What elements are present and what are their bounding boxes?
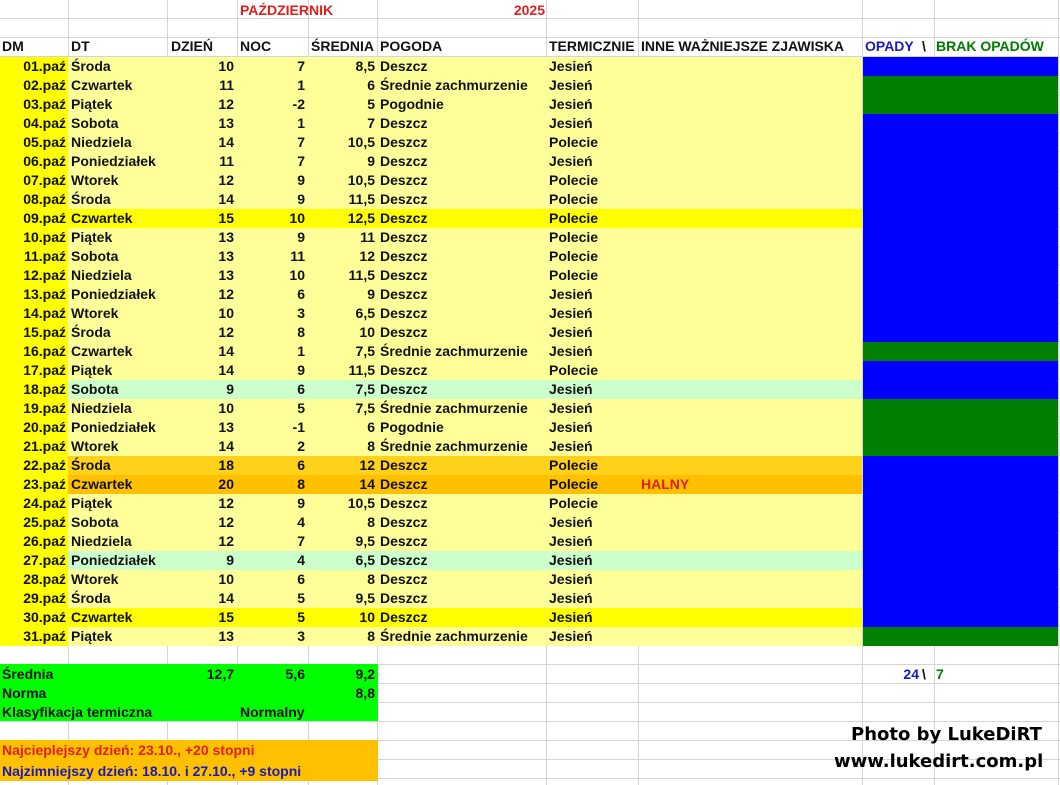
cell-dm[interactable]: 12.paź [23, 267, 66, 283]
cell-dzien[interactable]: 14 [218, 362, 234, 378]
cell-dm[interactable]: 26.paź [23, 533, 66, 549]
cell-noc[interactable]: 3 [297, 628, 305, 644]
cell-termicznie[interactable]: Polecie [549, 210, 599, 226]
cell-pogoda[interactable]: Deszcz [380, 191, 428, 207]
cell-pogoda[interactable]: Deszcz [380, 229, 428, 245]
month-title: PAŹDZIERNIK [240, 2, 334, 18]
cell-srednia[interactable]: 10 [359, 609, 375, 625]
cell-srednia[interactable]: 11 [360, 229, 375, 245]
coldest-day-note: Najzimniejszy dzień: 18.10. i 27.10., +9 stopni [2, 763, 302, 779]
cell-dm[interactable]: 30.paź [23, 609, 66, 625]
cell-dzien[interactable]: 12 [218, 172, 234, 188]
no-precipitation-marker [863, 342, 1058, 361]
cell-dt[interactable]: Czwartek [71, 609, 133, 625]
cell-termicznie[interactable]: Jesień [549, 514, 593, 530]
precipitation-marker [863, 456, 1058, 475]
cell-dzien[interactable]: 20 [218, 476, 234, 492]
col-header-opady[interactable]: OPADY [865, 38, 914, 54]
cell-termicznie[interactable]: Polecie [549, 457, 599, 473]
cell-dt[interactable]: Środa [71, 191, 111, 207]
precipitation-marker [863, 57, 1058, 76]
klasyfikacja-label: Klasyfikacja termiczna [2, 704, 153, 720]
summary-avg-dzien[interactable]: 12,7 [206, 666, 234, 682]
cell-termicznie[interactable]: Jesień [549, 590, 593, 606]
cell-dm[interactable]: 08.paź [23, 191, 66, 207]
precipitation-marker [863, 304, 1058, 323]
cell-inne[interactable]: HALNY [641, 476, 690, 492]
norma-label: Norma [2, 685, 47, 701]
cell-pogoda[interactable]: Średnie zachmurzenie [380, 400, 528, 416]
cell-srednia[interactable]: 7 [367, 115, 375, 131]
cell-noc[interactable]: 1 [297, 77, 305, 93]
cell-pogoda[interactable]: Średnie zachmurzenie [380, 628, 528, 644]
precipitation-marker [863, 570, 1058, 589]
cell-pogoda[interactable]: Deszcz [380, 324, 428, 340]
cell-termicznie[interactable]: Jesień [549, 305, 593, 321]
cell-srednia[interactable]: 7,5 [355, 343, 375, 359]
cell-dm[interactable]: 05.paź [23, 134, 66, 150]
gridline-vertical [1058, 0, 1059, 785]
cell-pogoda[interactable]: Deszcz [380, 609, 428, 625]
cell-noc[interactable]: 9 [297, 191, 305, 207]
precipitation-marker [863, 323, 1058, 342]
precipitation-marker [863, 190, 1058, 209]
cell-dzien[interactable]: 14 [218, 438, 234, 454]
cell-dt[interactable]: Niedziela [71, 400, 132, 416]
cell-noc[interactable]: 7 [297, 153, 305, 169]
cell-pogoda[interactable]: Deszcz [380, 134, 428, 150]
cell-srednia[interactable]: 11,5 [348, 267, 375, 283]
cell-dzien[interactable]: 11 [219, 153, 234, 169]
cell-dm[interactable]: 06.paź [23, 153, 66, 169]
cell-dm[interactable]: 13.paź [23, 286, 66, 302]
cell-dzien[interactable]: 10 [218, 400, 234, 416]
col-header-dt[interactable]: DT [71, 38, 90, 54]
cell-termicznie[interactable]: Polecie [549, 172, 599, 188]
cell-dzien[interactable]: 10 [218, 58, 234, 74]
cell-srednia[interactable]: 9 [367, 286, 375, 302]
cell-noc[interactable]: 6 [297, 381, 305, 397]
cell-termicznie[interactable]: Jesień [549, 552, 593, 568]
col-header-pogoda[interactable]: POGODA [380, 38, 443, 54]
cell-noc[interactable]: 8 [297, 324, 305, 340]
cell-termicznie[interactable]: Polecie [549, 362, 599, 378]
cell-noc[interactable]: 4 [297, 514, 305, 530]
cell-noc[interactable]: 6 [297, 286, 305, 302]
cell-pogoda[interactable]: Średnie zachmurzenie [380, 343, 528, 359]
cell-dm[interactable]: 02.paź [23, 77, 66, 93]
precipitation-marker [863, 475, 1058, 494]
cell-dzien[interactable]: 9 [226, 552, 234, 568]
cell-srednia[interactable]: 9 [367, 153, 375, 169]
cell-dzien[interactable]: 12 [218, 533, 234, 549]
cell-pogoda[interactable]: Deszcz [380, 115, 428, 131]
cell-dt[interactable]: Sobota [71, 115, 119, 131]
cell-dzien[interactable]: 10 [218, 305, 234, 321]
cell-dt[interactable]: Piątek [71, 362, 113, 378]
site-credit: www.lukedirt.com.pl [834, 751, 1044, 772]
cell-srednia[interactable]: 11,5 [348, 362, 375, 378]
cell-dzien[interactable]: 13 [218, 115, 234, 131]
cell-termicznie[interactable]: Jesień [549, 381, 593, 397]
cell-pogoda[interactable]: Deszcz [380, 552, 428, 568]
cell-dt[interactable]: Piątek [71, 495, 113, 511]
cell-dzien[interactable]: 13 [218, 267, 234, 283]
warmest-day-note: Najcieplejszy dzień: 23.10., +20 stopni [2, 742, 255, 758]
cell-dt[interactable]: Poniedziałek [71, 286, 156, 302]
cell-srednia[interactable]: 12 [359, 457, 375, 473]
cell-termicznie[interactable]: Jesień [549, 438, 593, 454]
precipitation-marker [863, 532, 1058, 551]
cell-dzien[interactable]: 13 [218, 248, 234, 264]
cell-dzien[interactable]: 13 [218, 419, 234, 435]
cell-dm[interactable]: 29.paź [23, 590, 66, 606]
cell-srednia[interactable]: 8 [367, 438, 375, 454]
precipitation-marker [863, 285, 1058, 304]
cell-dt[interactable]: Piątek [71, 229, 113, 245]
cell-dt[interactable]: Piątek [71, 628, 113, 644]
cell-termicznie[interactable]: Jesień [549, 533, 593, 549]
precipitation-marker [863, 266, 1058, 285]
col-header-srednia[interactable]: ŚREDNIA [311, 38, 375, 54]
cell-dm[interactable]: 24.paź [23, 495, 66, 511]
cell-srednia[interactable]: 8 [367, 514, 375, 530]
cell-noc[interactable]: 6 [297, 457, 305, 473]
no-precipitation-marker [863, 627, 1058, 646]
cell-dm[interactable]: 22.paź [23, 457, 66, 473]
cell-termicznie[interactable]: Jesień [549, 400, 593, 416]
col-header-termicznie[interactable]: TERMICZNIE [549, 38, 635, 54]
cell-termicznie[interactable]: Jesień [549, 115, 593, 131]
cell-noc[interactable]: 7 [297, 533, 305, 549]
cell-noc[interactable]: 5 [297, 609, 305, 625]
cell-dm[interactable]: 01.paź [23, 58, 66, 74]
cell-noc[interactable]: 6 [297, 571, 305, 587]
cell-dm[interactable]: 11.paź [23, 248, 66, 264]
cell-noc[interactable]: 2 [297, 438, 305, 454]
cell-termicznie[interactable]: Polecie [549, 229, 599, 245]
cell-dm[interactable]: 03.paź [23, 96, 66, 112]
norma-value[interactable]: 8,8 [355, 685, 375, 701]
col-header-separator: \ [922, 38, 926, 54]
precipitation-marker [863, 494, 1058, 513]
cell-dm[interactable]: 27.paź [23, 552, 66, 568]
cell-pogoda[interactable]: Pogodnie [380, 419, 444, 435]
cell-srednia[interactable]: 6 [367, 77, 375, 93]
precipitation-marker [863, 361, 1058, 380]
cell-termicznie[interactable]: Jesień [549, 96, 593, 112]
precipitation-marker [863, 171, 1058, 190]
cell-dzien[interactable]: 12 [218, 324, 234, 340]
cell-dzien[interactable]: 11 [219, 77, 234, 93]
cell-noc[interactable]: 11 [290, 248, 305, 264]
cell-pogoda[interactable]: Deszcz [380, 495, 428, 511]
cell-dt[interactable]: Wtorek [71, 305, 119, 321]
cell-srednia[interactable]: 14 [359, 476, 375, 492]
precipitation-marker [863, 114, 1058, 133]
cell-pogoda[interactable]: Deszcz [380, 153, 428, 169]
precipitation-marker [863, 608, 1058, 627]
cell-dt[interactable]: Sobota [71, 514, 119, 530]
cell-srednia[interactable]: 5 [367, 96, 375, 112]
no-precipitation-marker [863, 418, 1058, 437]
cell-dt[interactable]: Środa [71, 457, 111, 473]
cell-pogoda[interactable]: Deszcz [380, 571, 428, 587]
cell-dt[interactable]: Czwartek [71, 77, 133, 93]
cell-srednia[interactable]: 10 [359, 324, 375, 340]
cell-srednia[interactable]: 10,5 [347, 172, 375, 188]
col-header-noc[interactable]: NOC [240, 38, 272, 54]
precipitation-marker [863, 133, 1058, 152]
cell-dm[interactable]: 28.paź [23, 571, 66, 587]
cell-dt[interactable]: Wtorek [71, 438, 119, 454]
cell-termicznie[interactable]: Jesień [549, 153, 593, 169]
cell-termicznie[interactable]: Jesień [549, 58, 593, 74]
cell-pogoda[interactable]: Deszcz [380, 248, 428, 264]
cell-dt[interactable]: Środa [71, 590, 111, 606]
cell-dt[interactable]: Czwartek [71, 343, 133, 359]
cell-dt[interactable]: Poniedziałek [71, 552, 156, 568]
precipitation-marker [863, 551, 1058, 570]
cell-dzien[interactable]: 12 [218, 96, 234, 112]
no-precipitation-marker [863, 95, 1058, 114]
cell-dt[interactable]: Niedziela [71, 533, 132, 549]
cell-dzien[interactable]: 9 [226, 381, 234, 397]
cell-noc[interactable]: 9 [297, 495, 305, 511]
cell-dzien[interactable]: 14 [218, 590, 234, 606]
cell-dm[interactable]: 23.paź [23, 476, 66, 492]
cell-dt[interactable]: Poniedziałek [71, 419, 156, 435]
cell-srednia[interactable]: 12,5 [347, 210, 375, 226]
cell-dm[interactable]: 07.paź [23, 172, 66, 188]
cell-noc[interactable]: 4 [297, 552, 305, 568]
cell-termicznie[interactable]: Polecie [549, 495, 599, 511]
cell-dm[interactable]: 20.paź [23, 419, 66, 435]
klasyfikacja-value[interactable]: Normalny [240, 704, 305, 720]
year-title: 2025 [513, 2, 545, 18]
cell-pogoda[interactable]: Średnie zachmurzenie [380, 438, 528, 454]
cell-pogoda[interactable]: Deszcz [380, 267, 428, 283]
cell-dm[interactable]: 15.paź [23, 324, 66, 340]
cell-pogoda[interactable]: Deszcz [380, 172, 428, 188]
precipitation-marker [863, 513, 1058, 532]
cell-termicznie[interactable]: Jesień [549, 609, 593, 625]
precipitation-marker [863, 209, 1058, 228]
cell-termicznie[interactable]: Jesień [549, 286, 593, 302]
col-header-dzien[interactable]: DZIEŃ [171, 38, 213, 54]
cell-srednia[interactable]: 6,5 [355, 305, 375, 321]
cell-pogoda[interactable]: Deszcz [380, 476, 428, 492]
cell-dt[interactable]: Poniedziałek [71, 153, 156, 169]
cell-noc[interactable]: 7 [297, 134, 305, 150]
cell-dzien[interactable]: 13 [218, 229, 234, 245]
cell-pogoda[interactable]: Deszcz [380, 210, 428, 226]
cell-srednia[interactable]: 9,5 [355, 590, 375, 606]
cell-dm[interactable]: 17.paź [23, 362, 66, 378]
precipitation-marker [863, 247, 1058, 266]
cell-dzien[interactable]: 15 [218, 210, 234, 226]
cell-dzien[interactable]: 13 [218, 628, 234, 644]
cell-noc[interactable]: 8 [297, 476, 305, 492]
cell-noc[interactable]: -1 [292, 419, 305, 435]
cell-termicznie[interactable]: Jesień [549, 419, 593, 435]
cell-dt[interactable]: Czwartek [71, 210, 133, 226]
precipitation-marker [863, 152, 1058, 171]
cell-noc[interactable]: 9 [297, 172, 305, 188]
cell-pogoda[interactable]: Deszcz [380, 457, 428, 473]
precipitation-marker [863, 228, 1058, 247]
summary-opady-count[interactable]: 24 [903, 666, 919, 682]
cell-dt[interactable]: Sobota [71, 248, 119, 264]
cell-pogoda[interactable]: Deszcz [380, 514, 428, 530]
cell-srednia[interactable]: 11,5 [348, 191, 375, 207]
cell-noc[interactable]: 3 [297, 305, 305, 321]
cell-dzien[interactable]: 14 [218, 191, 234, 207]
cell-dm[interactable]: 31.paź [23, 628, 66, 644]
cell-dzien[interactable]: 15 [218, 609, 234, 625]
cell-noc[interactable]: 10 [289, 210, 305, 226]
cell-dzien[interactable]: 14 [218, 343, 234, 359]
cell-noc[interactable]: -2 [292, 96, 305, 112]
cell-noc[interactable]: 5 [297, 400, 305, 416]
cell-dzien[interactable]: 14 [218, 134, 234, 150]
col-header-inne[interactable]: INNE WAŻNIEJSZE ZJAWISKA [641, 38, 845, 54]
cell-noc[interactable]: 9 [297, 229, 305, 245]
cell-srednia[interactable]: 8 [367, 628, 375, 644]
no-precipitation-marker [863, 437, 1058, 456]
cell-termicznie[interactable]: Polecie [549, 191, 599, 207]
cell-dt[interactable]: Niedziela [71, 134, 132, 150]
summary-separator: \ [922, 666, 926, 682]
cell-pogoda[interactable]: Średnie zachmurzenie [380, 77, 528, 93]
cell-dt[interactable]: Sobota [71, 381, 119, 397]
cell-termicznie[interactable]: Jesień [549, 571, 593, 587]
summary-brak-count[interactable]: 7 [936, 666, 944, 682]
cell-termicznie[interactable]: Polecie [549, 134, 599, 150]
cell-noc[interactable]: 5 [297, 590, 305, 606]
cell-srednia[interactable]: 10,5 [347, 495, 375, 511]
cell-dm[interactable]: 09.paź [23, 210, 66, 226]
cell-pogoda[interactable]: Deszcz [380, 58, 428, 74]
cell-dm[interactable]: 18.paź [23, 381, 66, 397]
cell-termicznie[interactable]: Polecie [549, 476, 599, 492]
cell-noc[interactable]: 1 [297, 115, 305, 131]
cell-dm[interactable]: 16.paź [23, 343, 66, 359]
cell-pogoda[interactable]: Deszcz [380, 533, 428, 549]
cell-srednia[interactable]: 7,5 [355, 400, 375, 416]
cell-dzien[interactable]: 12 [218, 286, 234, 302]
no-precipitation-marker [863, 76, 1058, 95]
cell-srednia[interactable]: 6,5 [355, 552, 375, 568]
cell-dt[interactable]: Czwartek [71, 476, 133, 492]
precipitation-marker [863, 380, 1058, 399]
cell-termicznie[interactable]: Jesień [549, 324, 593, 340]
cell-srednia[interactable]: 7,5 [355, 381, 375, 397]
cell-dt[interactable]: Środa [71, 58, 111, 74]
cell-srednia[interactable]: 12 [359, 248, 375, 264]
cell-pogoda[interactable]: Deszcz [380, 286, 428, 302]
cell-dt[interactable]: Wtorek [71, 571, 119, 587]
photo-credit: Photo by LukeDiRT [851, 724, 1042, 745]
cell-dm[interactable]: 21.paź [23, 438, 66, 454]
cell-dt[interactable]: Środa [71, 324, 111, 340]
cell-dzien[interactable]: 18 [218, 457, 234, 473]
cell-dt[interactable]: Wtorek [71, 172, 119, 188]
cell-srednia[interactable]: 8,5 [355, 58, 375, 74]
cell-noc[interactable]: 9 [297, 362, 305, 378]
cell-termicznie[interactable]: Jesień [549, 77, 593, 93]
no-precipitation-marker [863, 399, 1058, 418]
cell-dm[interactable]: 25.paź [23, 514, 66, 530]
cell-dzien[interactable]: 10 [218, 571, 234, 587]
cell-noc[interactable]: 1 [297, 343, 305, 359]
cell-srednia[interactable]: 6 [367, 419, 375, 435]
cell-dm[interactable]: 19.paź [23, 400, 66, 416]
col-header-dm[interactable]: DM [2, 38, 24, 54]
cell-pogoda[interactable]: Deszcz [380, 381, 428, 397]
summary-avg-noc[interactable]: 5,6 [285, 666, 305, 682]
cell-dt[interactable]: Niedziela [71, 267, 132, 283]
precipitation-marker [863, 589, 1058, 608]
col-header-brak-opadow[interactable]: BRAK OPADÓW [936, 38, 1044, 54]
cell-srednia[interactable]: 8 [367, 571, 375, 587]
cell-pogoda[interactable]: Deszcz [380, 305, 428, 321]
cell-pogoda[interactable]: Pogodnie [380, 96, 444, 112]
cell-termicznie[interactable]: Jesień [549, 343, 593, 359]
cell-srednia[interactable]: 9,5 [355, 533, 375, 549]
cell-srednia[interactable]: 10,5 [347, 134, 375, 150]
summary-srednia-label: Średnia [2, 666, 54, 682]
cell-pogoda[interactable]: Deszcz [380, 362, 428, 378]
cell-dzien[interactable]: 12 [218, 495, 234, 511]
cell-pogoda[interactable]: Deszcz [380, 590, 428, 606]
cell-dm[interactable]: 10.paź [23, 229, 66, 245]
cell-dzien[interactable]: 12 [218, 514, 234, 530]
cell-termicznie[interactable]: Polecie [549, 248, 599, 264]
cell-dt[interactable]: Piątek [71, 96, 113, 112]
cell-dm[interactable]: 14.paź [23, 305, 66, 321]
cell-noc[interactable]: 10 [289, 267, 305, 283]
cell-dm[interactable]: 04.paź [23, 115, 66, 131]
summary-avg-srednia[interactable]: 9,2 [355, 666, 375, 682]
cell-termicznie[interactable]: Jesień [549, 628, 593, 644]
cell-noc[interactable]: 7 [297, 58, 305, 74]
cell-termicznie[interactable]: Polecie [549, 267, 599, 283]
